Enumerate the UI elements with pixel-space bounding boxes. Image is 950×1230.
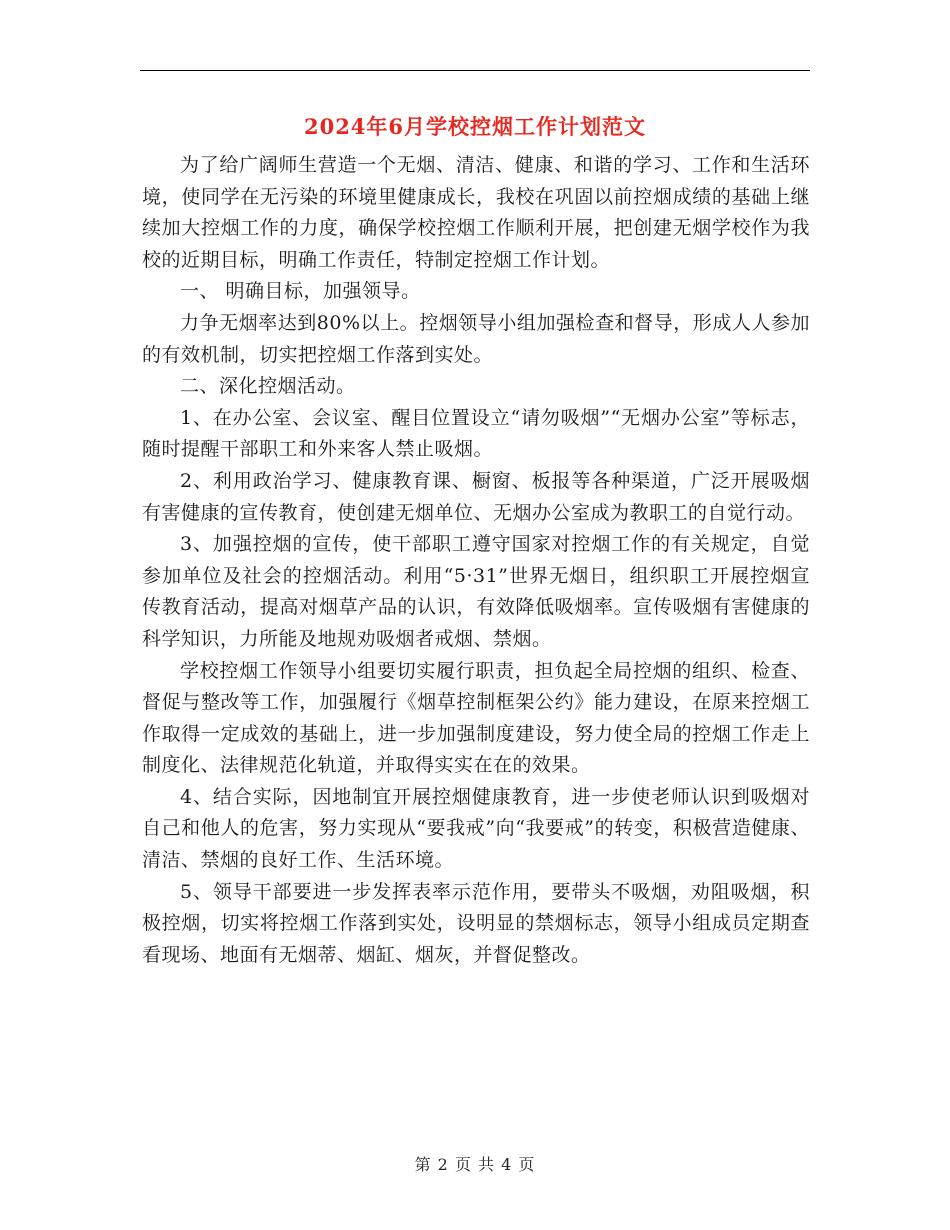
document-title: 2024年6月学校控烟工作计划范文 bbox=[303, 114, 647, 139]
section-heading-2: 二、深化控烟活动。 bbox=[180, 375, 356, 398]
paragraph-item-4: 4、结合实际，因地制宜开展控烟健康教育，进一步使老师认识到吸烟对自己和他人的危害，努力实现从“要我戒”向“我要戒”的转变，积极营造健康、清洁、禁烟的良好工作、生活环境。 bbox=[142, 785, 810, 872]
paragraph-item-5: 5、领导干部要进一步发挥表率示范作用，要带头不吸烟，劝阻吸烟，积极控烟，切实将控烟工作落到实处，设明显的禁烟标志，领导小组成员定期查看现场、地面有无烟蒂、烟缸、烟灰，并督促整改。 bbox=[142, 880, 810, 966]
paragraph-item-1: 1、在办公室、会议室、醒目位置设立“请勿吸烟”“无烟办公室”等标志，随时提醒干部职工和外来客人禁止吸烟。 bbox=[142, 406, 810, 461]
paragraph-target: 力争无烟率达到80%以上。控烟领导小组加强检查和督导，形成人人参加的有效机制，切实把控烟工作落到实处。 bbox=[142, 311, 810, 366]
page-number: 第 2 页 共 4 页 bbox=[414, 1155, 536, 1174]
section-heading-1: 一、 明确目标，加强领导。 bbox=[180, 280, 421, 303]
paragraph-leadership: 学校控烟工作领导小组要切实履行职责，担负起全局控烟的组织、检查、督促与整改等工作，加强履行《烟草控制框架公约》能力建设，在原来控烟工作取得一定成效的基础上，进一步加强制度建设，努力使全局的控烟工作走上制度化、法律规范化轨道，并取得实实在在的效果。 bbox=[142, 659, 810, 777]
document-body bbox=[142, 150, 810, 971]
paragraph-item-3: 3、加强控烟的宣传，使干部职工遵守国家对控烟工作的有关规定，自觉参加单位及社会的控烟活动。利用“5·31”世界无烟日，组织职工开展控烟宣传教育活动，提高对烟草产品的认识，有效降低吸烟率。宣传吸烟有害健康的科学知识，力所能及地规劝吸烟者戒烟、禁烟。 bbox=[142, 533, 810, 650]
header-rule bbox=[140, 70, 810, 71]
paragraph-item-2: 2、利用政治学习、健康教育课、橱窗、板报等各种渠道，广泛开展吸烟有害健康的宣传教育，使创建无烟单位、无烟办公室成为教职工的自觉行动。 bbox=[142, 469, 810, 524]
paragraph-intro: 为了给广阔师生营造一个无烟、清洁、健康、和谐的学习、工作和生活环境，使同学在无污染的环境里健康成长，我校在巩固以前控烟成绩的基础上继续加大控烟工作的力度，确保学校控烟工作顺利开展，把创建无烟学校作为我校的近期目标，明确工作责任，特制定控烟工作计划。 bbox=[142, 154, 810, 271]
